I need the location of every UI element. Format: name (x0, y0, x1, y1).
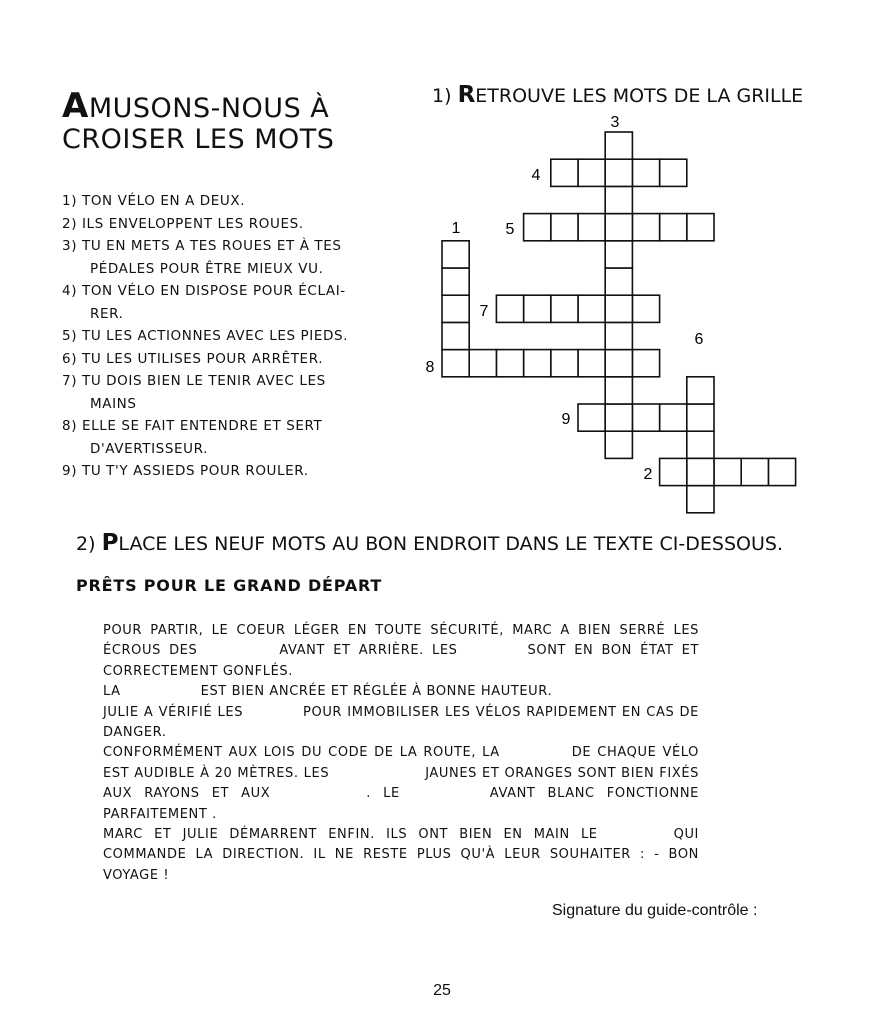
word-number-4: 4 (531, 167, 541, 184)
clue-text-continued: D'AVERTISSEUR. (90, 440, 209, 457)
crossword-cell[interactable] (741, 458, 768, 485)
crossword-cell[interactable] (660, 404, 687, 431)
crossword-cell[interactable] (551, 159, 578, 186)
clue-number: 5) (62, 328, 78, 344)
crossword-cell[interactable] (442, 295, 469, 322)
story-segment: DE CHAQUE VÉLO EST AUDIBLE À 20 MÈTRES. LES (103, 745, 699, 781)
crossword-cell[interactable] (496, 350, 523, 377)
clue-item (62, 280, 432, 325)
crossword-cell[interactable] (551, 350, 578, 377)
clue-text: TU LES ACTIONNES AVEC LES PIEDS. (81, 328, 349, 344)
section-2-initial: P (101, 530, 119, 556)
clue-text: ILS ENVELOPPENT LES ROUES. (81, 215, 304, 232)
clue-text: TU EN METS A TES ROUES ET À TES (81, 238, 342, 254)
crossword-cell[interactable] (687, 458, 714, 485)
signature-label: Signature du guide-contrôle : (552, 902, 758, 919)
crossword-cell[interactable] (605, 377, 632, 404)
crossword-cell[interactable] (605, 132, 632, 159)
clue-list (62, 190, 432, 483)
crossword-cell[interactable] (714, 458, 741, 485)
clue-item (62, 190, 432, 213)
word-number-6: 6 (694, 331, 704, 348)
crossword-cell[interactable] (524, 350, 551, 377)
story-segment: QUI COMMANDE LA DIRECTION. IL NE RESTE PLUS QU'À LEUR SOUHAITER : - BON VOYAGE ! (103, 827, 699, 883)
clue-number: 2) (62, 215, 78, 232)
crossword-cell[interactable] (605, 214, 632, 241)
page-title (62, 86, 329, 126)
clue-text-continued: MAINS (90, 395, 137, 412)
page-title-line-2: CROISER LES MOTS (62, 124, 335, 155)
clue-item (62, 325, 432, 348)
clue-text: TU DOIS BIEN LE TENIR AVEC LES (81, 373, 326, 389)
section-2-heading (76, 530, 783, 556)
word-number-1: 1 (451, 220, 461, 237)
story-segment: JAUNES ET ORANGES SONT BIEN FIXÉS AUX RAYONS ET AUX (103, 765, 699, 802)
title-line-1: MUSONS-NOUS À (88, 93, 330, 124)
crossword-cell[interactable] (632, 350, 659, 377)
crossword-cell[interactable] (442, 350, 469, 377)
crossword-cell[interactable] (605, 241, 632, 268)
story-segment: JULIE A VÉRIFIÉ LES (103, 704, 244, 720)
clue-number: 6) (62, 350, 78, 367)
crossword-cell[interactable] (660, 159, 687, 186)
story-segment: EST BIEN ANCRÉE ET RÉGLÉE À BONNE HAUTEUR. (200, 684, 553, 700)
clue-item (62, 213, 432, 236)
clue-item (62, 370, 432, 415)
word-number-3: 3 (610, 114, 620, 131)
section-2-number: 2) (76, 533, 96, 555)
story-segment: MARC ET JULIE DÉMARRENT ENFIN. ILS ONT BIEN EN MAIN LE (103, 827, 598, 843)
crossword-cell[interactable] (687, 214, 714, 241)
clue-item (62, 235, 432, 280)
crossword-cell[interactable] (442, 322, 469, 349)
story-segment: POUR IMMOBILISER LES VÉLOS RAPIDEMENT EN CAS DE DANGER. (103, 704, 699, 741)
section-1-number: 1) (432, 85, 452, 107)
clue-text: ELLE SE FAIT ENTENDRE ET SERT (81, 418, 323, 434)
crossword-cell[interactable] (578, 159, 605, 186)
crossword-cell[interactable] (524, 214, 551, 241)
story-segment: LA (103, 684, 121, 700)
clue-number: 4) (62, 283, 78, 299)
clue-text-continued: RER. (90, 305, 124, 322)
crossword-cell[interactable] (660, 214, 687, 241)
crossword-cell[interactable] (632, 404, 659, 431)
crossword-cell[interactable] (768, 458, 795, 485)
clue-text: TON VÉLO EN A DEUX. (81, 193, 246, 209)
section-1-initial: R (457, 82, 476, 108)
crossword-cell[interactable] (632, 214, 659, 241)
story-segment: . LE (366, 786, 400, 802)
crossword-cell[interactable] (551, 295, 578, 322)
clue-number: 8) (62, 418, 78, 434)
story-title: PRÊTS POUR LE GRAND DÉPART (76, 576, 383, 595)
title-initial: A (62, 86, 89, 126)
crossword-cell[interactable] (605, 268, 632, 295)
clue-item (62, 348, 432, 371)
word-number-5: 5 (505, 221, 515, 238)
crossword-cell[interactable] (578, 295, 605, 322)
crossword-cell[interactable] (660, 458, 687, 485)
crossword-cell[interactable] (551, 214, 578, 241)
crossword-cell[interactable] (605, 295, 632, 322)
word-number-8: 8 (425, 359, 435, 376)
crossword-cell[interactable] (496, 295, 523, 322)
crossword-cell[interactable] (605, 186, 632, 213)
word-number-2: 2 (643, 466, 653, 483)
clue-number: 9) (62, 463, 78, 479)
crossword-cell[interactable] (605, 431, 632, 458)
crossword-cell[interactable] (632, 159, 659, 186)
story-segment: AVANT BLANC FONCTIONNE PARFAITEMENT . (103, 786, 699, 822)
crossword-cell[interactable] (578, 214, 605, 241)
crossword-cell[interactable] (578, 350, 605, 377)
clue-text: TU T'Y ASSIEDS POUR ROULER. (81, 463, 309, 479)
crossword-cell[interactable] (605, 350, 632, 377)
story-segment: AVANT ET ARRIÈRE. LES (279, 643, 458, 659)
section-2-text: LACE LES NEUF MOTS AU BON ENDROIT DANS LE TEXTE CI-DESSOUS. (118, 533, 783, 555)
page-number: 25 (433, 982, 451, 999)
crossword-cell[interactable] (687, 431, 714, 458)
clue-number: 3) (62, 238, 78, 254)
clue-item (62, 415, 432, 460)
clue-text: TON VÉLO EN DISPOSE POUR ÉCLAI- (81, 283, 346, 299)
word-number-9: 9 (561, 411, 571, 428)
crossword-cell[interactable] (605, 404, 632, 431)
crossword-cell[interactable] (687, 377, 714, 404)
story-text (103, 621, 699, 886)
crossword-cell[interactable] (605, 322, 632, 349)
crossword-cell[interactable] (524, 295, 551, 322)
crossword-cell[interactable] (442, 268, 469, 295)
clue-number: 1) (62, 193, 78, 209)
crossword-cell[interactable] (605, 159, 632, 186)
section-1-heading (432, 82, 803, 108)
story-segment: POUR PARTIR, LE COEUR LÉGER EN TOUTE SÉCURITÉ, MARC A BIEN SERRÉ LES ÉCROUS DES (103, 623, 699, 659)
crossword-cell[interactable] (578, 404, 605, 431)
crossword-cell[interactable] (632, 295, 659, 322)
clue-number: 7) (62, 373, 78, 389)
crossword-cell[interactable] (442, 241, 469, 268)
clue-item (62, 460, 432, 483)
crossword-cell[interactable] (469, 350, 496, 377)
clue-text-continued: PÉDALES POUR ÊTRE MIEUX VU. (90, 260, 324, 277)
crossword-cell[interactable] (687, 486, 714, 513)
clue-text: TU LES UTILISES POUR ARRÊTER. (81, 350, 324, 367)
word-number-7: 7 (479, 303, 489, 320)
section-1-text: ETROUVE LES MOTS DE LA GRILLE (475, 85, 804, 107)
story-segment: SONT EN BON ÉTAT ET CORRECTEMENT GONFLÉS. (103, 643, 700, 679)
story-segment: CONFORMÉMENT AUX LOIS DU CODE DE LA ROUTE, LA (103, 745, 500, 761)
crossword-cell[interactable] (687, 404, 714, 431)
